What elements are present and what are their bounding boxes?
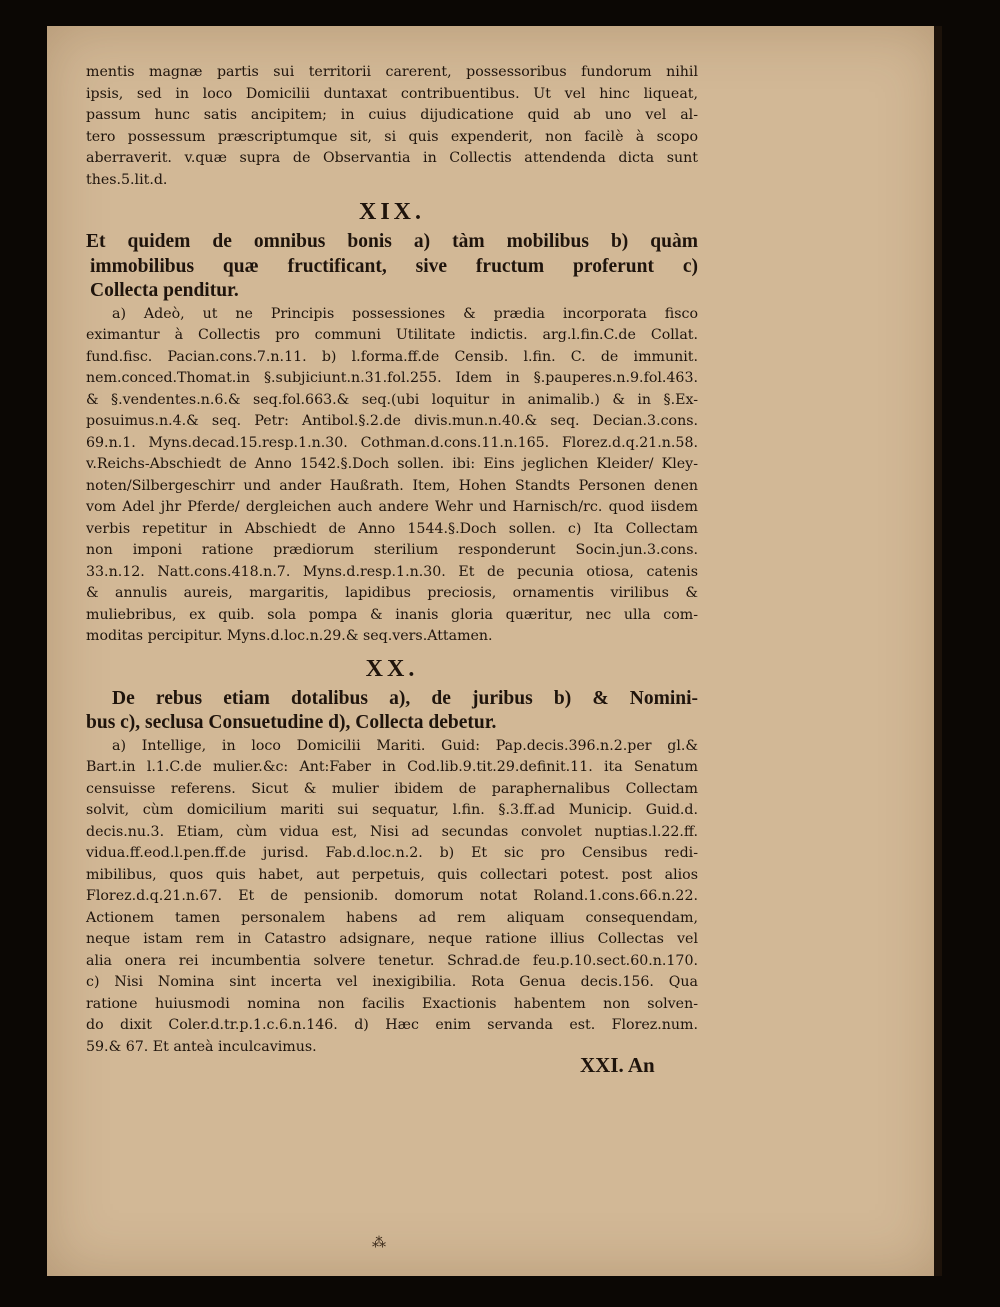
note-line: Florez.d.q.21.n.67. Et de pensionib. domorum notat Roland.1.cons.66.n.22. (86, 888, 698, 904)
notes-block (86, 304, 698, 648)
thesis-line: bus c), seclusa Consuetudine d), Collecta debetur. (86, 712, 497, 733)
note-line: muliebribus, ex quib. sola pompa & inanis gloria quæritur, nec ulla com- (86, 606, 698, 623)
text-line: aberraverit. v.quæ supra de Observantia in Collectis attendenda dicta sunt (86, 150, 698, 166)
text-line: mentis magnæ partis sui territorii carerent, possessoribus fundorum nihil (86, 64, 698, 80)
note-line: noten/Silbergeschirr und ander Haußrath. Item, Hohen Standts Personen denen (86, 477, 698, 494)
thesis-line: De rebus etiam dotalibus a), de juribus b) & Nomini- (112, 687, 698, 709)
section-heading: XIX. (358, 199, 425, 225)
intro-paragraph (86, 62, 698, 191)
note-line: non imponi ratione prædiorum sterilium responderunt Socin.jun.3.cons. (86, 542, 698, 558)
note-line: verbis repetitur in Abschiedt de Anno 1544.§.Doch sollen. c) Ita Collectam (86, 520, 698, 537)
note-line: 33.n.12. Natt.cons.418.n.7. Myns.d.resp.1.n.30. Et de pecunia otiosa, catenis (86, 563, 698, 580)
catchword: XXI. An (580, 1053, 655, 1077)
text-line: passum hunc satis ancipitem; in cuius dijudicatione quid ab uno vel al- (86, 107, 698, 123)
note-line: do dixit Coler.d.tr.p.1.c.6.n.146. d) Hæc enim servanda est. Florez.num. (86, 1017, 698, 1033)
text-line: tero possessum præscriptumque sit, si quis expenderit, non facilè à scopo (86, 128, 698, 145)
note-line: & §.vendentes.n.6.& seq.fol.663.& seq.(ubi loquitur in animalib.) & in §.Ex- (86, 391, 698, 408)
thesis-line: immobilibus quæ fructificant, sive fructum proferunt c) (90, 255, 698, 277)
note-line: v.Reichs-Abschiedt de Anno 1542.§.Doch sollen. ibi: Eins jeglichen Kleider/ Kley- (86, 456, 698, 472)
text-line: thes.5.lit.d. (86, 171, 168, 188)
note-line: moditas percipitur. Myns.d.loc.n.29.& seq.vers.Attamen. (86, 628, 493, 644)
note-line: neque istam rem in Catastro adsignare, neque ratione illius Collectas vel (86, 931, 698, 947)
note-line: solvit, cùm domicilium mariti sui sequatur, l.fin. §.3.ff.ad Municip. Guid.d. (86, 802, 698, 818)
thesis-line: Collecta penditur. (90, 280, 239, 301)
note-line: Bart.in l.1.C.de mulier.&c: Ant:Faber in Cod.lib.9.tit.29.definit.11. ita Senatum (86, 759, 698, 775)
note-line: 59.& 67. Et anteà inculcavimus. (86, 1038, 317, 1055)
section-heading: XX. (365, 655, 419, 682)
thesis-paragraph (86, 687, 698, 736)
note-line: a) Intellige, in loco Domicilii Mariti. Guid: Pap.decis.396.n.2.per gl.& (112, 737, 698, 754)
note-line: decis.nu.3. Etiam, cùm vidua est, Nisi ad secundas convolet nuptias.l.22.ff. (86, 823, 698, 840)
thesis-paragraph (86, 230, 698, 304)
note-line: Actionem tamen personalem habens ad rem aliquam consequendam, (86, 909, 698, 926)
note-line: ratione huiusmodi nomina non facilis Exactionis habentem non solven- (86, 995, 698, 1012)
note-line: c) Nisi Nomina sint incerta vel inexigibilia. Rota Genua decis.156. Qua (86, 974, 698, 990)
note-line: mibilibus, quos quis habet, aut perpetuis, quis collectari potest. post alios (86, 866, 698, 883)
thesis-line: Et quidem de omnibus bonis a) tàm mobilibus b) quàm (86, 231, 698, 252)
notes-block (86, 736, 698, 1059)
page-edge (934, 26, 942, 1276)
note-line: vom Adel jhr Pferde/ dergleichen auch andere Wehr und Harnisch/rc. quod iisdem (86, 499, 698, 515)
note-line: censuisse referens. Sicut & mulier ibidem de paraphernalibus Collectam (86, 780, 698, 797)
note-line: fund.fisc. Pacian.cons.7.n.11. b) l.forma.ff.de Censib. l.fin. C. de immunit. (86, 348, 698, 365)
note-line: nem.conced.Thomat.in §.subjiciunt.n.31.fol.255. Idem in §.pauperes.n.9.fol.463. (86, 370, 698, 386)
note-line: vidua.ff.eod.l.pen.ff.de jurisd. Fab.d.loc.n.2. b) Et sic pro Censibus redi- (86, 845, 698, 861)
note-line: a) Adeò, ut ne Principis possessiones & prædia incorporata fisco (112, 305, 698, 322)
note-line: eximantur à Collectis pro communi Utilitate indictis. arg.l.fin.C.de Collat. (86, 327, 698, 343)
text-line: ipsis, sed in loco Domicilii duntaxat contribuentibus. Ut vel hinc liqueat, (86, 85, 698, 102)
page-text (86, 62, 698, 1058)
note-line: & annulis aureis, margaritis, lapidibus preciosis, ornamentis virilibus & (86, 585, 698, 601)
signature-mark: ⁂ (372, 1235, 386, 1251)
note-line: posuimus.n.4.& seq. Petr: Antibol.§.2.de divis.mun.n.40.& seq. Decian.3.cons. (86, 413, 698, 429)
note-line: alia onera rei incumbentia solvere tenetur. Schrad.de feu.p.10.sect.60.n.170. (86, 952, 698, 969)
note-line: 69.n.1. Myns.decad.15.resp.1.n.30. Cothman.d.cons.11.n.165. Florez.d.q.21.n.58. (86, 434, 698, 451)
